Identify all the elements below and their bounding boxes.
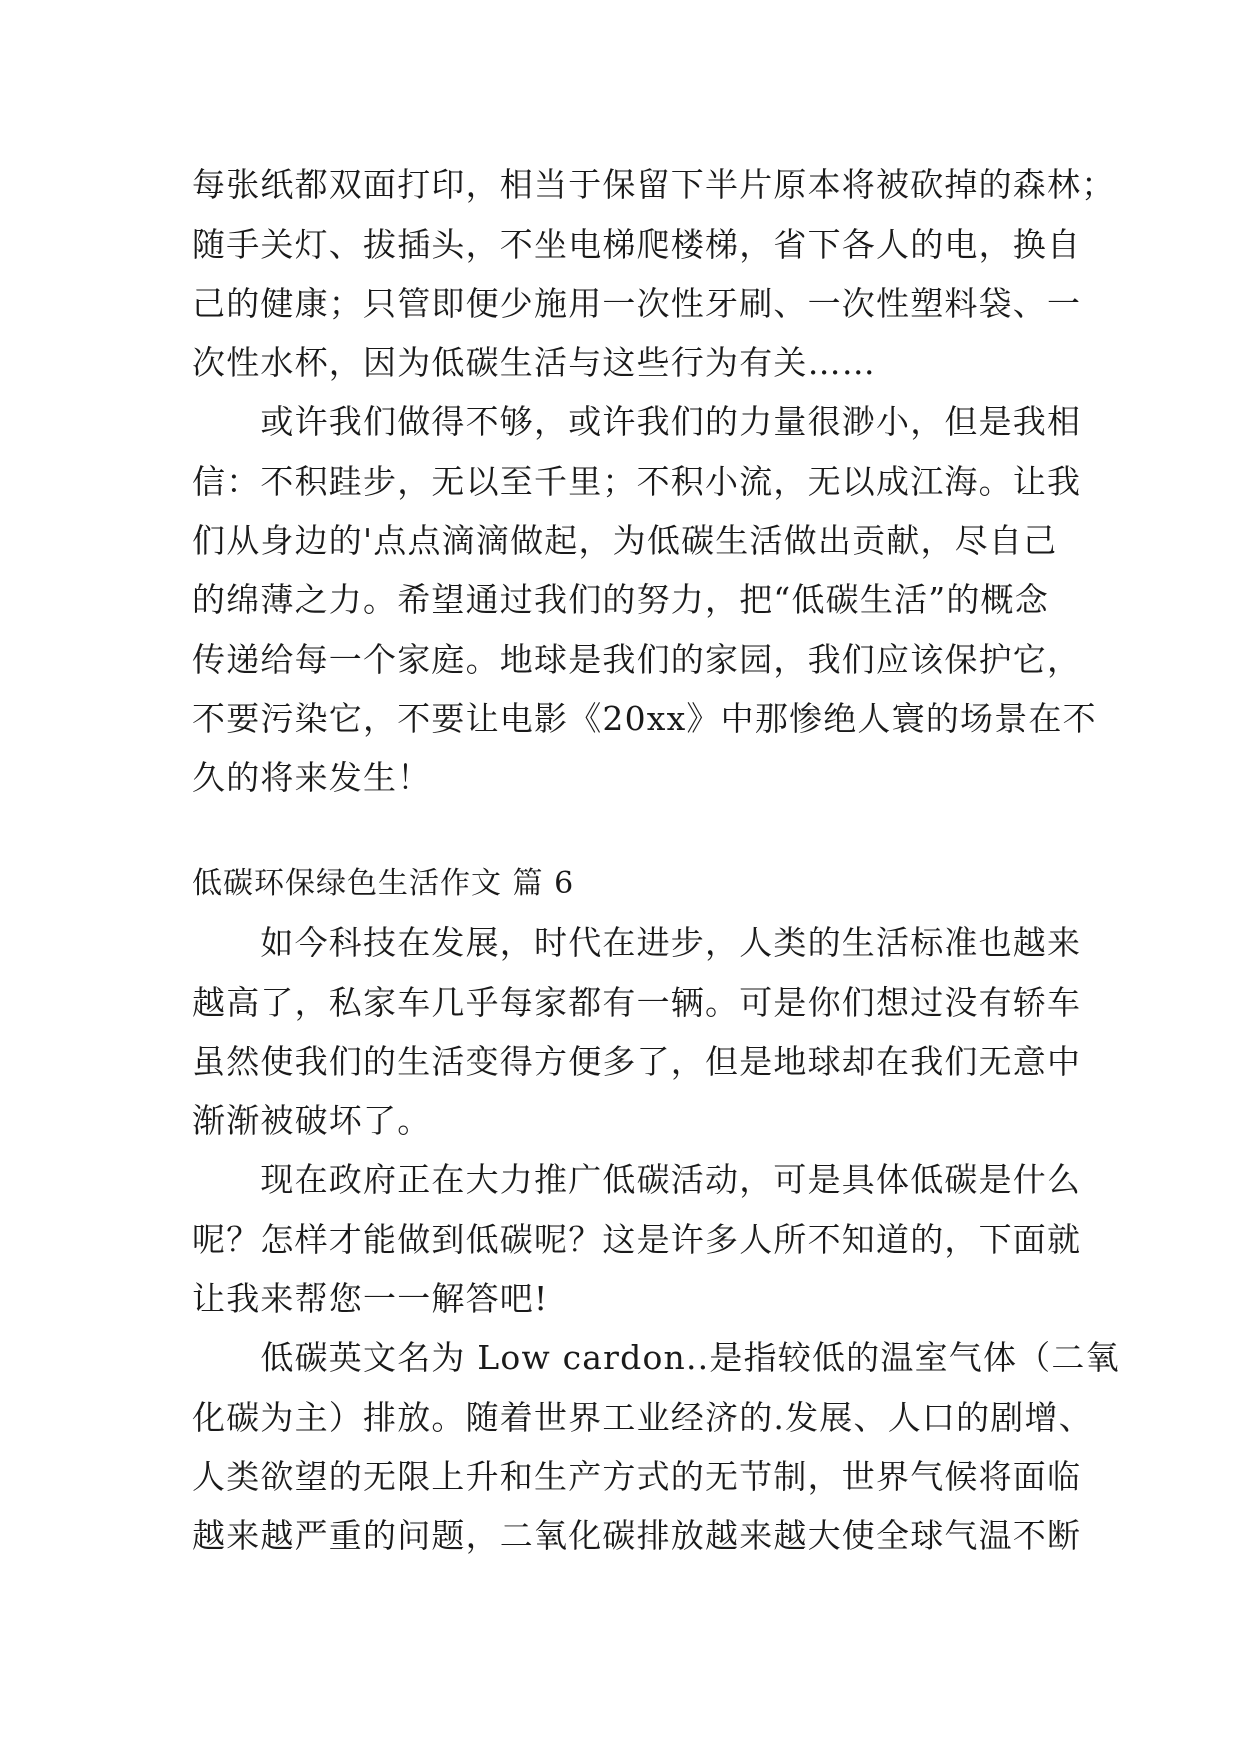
text-line: 现在政府正在大力推广低碳活动，可是具体低碳是什么 — [192, 1160, 1082, 1199]
text-line: 渐渐被破坏了。 — [192, 1101, 432, 1140]
text-line: 化碳为主）排放。随着世界工业经济的.发展、人口的剧增、 — [192, 1398, 1093, 1437]
text-line: 不要污染它，不要让电影《20xx》中那惨绝人寰的场景在不 — [192, 699, 1097, 738]
text-line: 们从身边的'点点滴滴做起，为低碳生活做出贡献，尽自己 — [192, 521, 1058, 560]
text-line: 次性水杯，因为低碳生活与这些行为有关…… — [192, 343, 876, 382]
text-line: 虽然使我们的生活变得方便多了，但是地球却在我们无意中 — [192, 1042, 1082, 1081]
text-line: 低碳英文名为 Low cardon..是指较低的温室气体（二氧 — [192, 1338, 1120, 1377]
text-line: 人类欲望的无限上升和生产方式的无节制，世界气候将面临 — [192, 1457, 1082, 1496]
text-line: 的绵薄之力。希望通过我们的努力，把“低碳生活”的概念 — [192, 580, 1049, 619]
text-line: 越来越严重的问题，二氧化碳排放越来越大使全球气温不断 — [192, 1516, 1082, 1555]
text-line: 每张纸都双面打印，相当于保留下半片原本将被砍掉的森林； — [192, 165, 1116, 204]
text-line: 或许我们做得不够，或许我们的力量很渺小，但是我相 — [192, 402, 1082, 441]
text-line: 越高了，私家车几乎每家都有一辆。可是你们想过没有轿车 — [192, 983, 1082, 1022]
text-line: 己的健康；只管即便少施用一次性牙刷、一次性塑料袋、一 — [192, 284, 1082, 323]
text-line: 随手关灯、拔插头，不坐电梯爬楼梯，省下各人的电，换自 — [192, 225, 1082, 264]
text-line: 呢？怎样才能做到低碳呢？这是许多人所不知道的，下面就 — [192, 1220, 1082, 1259]
text-line: 如今科技在发展，时代在进步，人类的生活标准也越来 — [192, 923, 1082, 962]
text-line: 久的将来发生！ — [192, 758, 432, 797]
text-line: 传递给每一个家庭。地球是我们的家园，我们应该保护它， — [192, 640, 1082, 679]
text-line: 信：不积跬步，无以至千里；不积小流，无以成江海。让我 — [192, 462, 1082, 501]
text-line: 让我来帮您一一解答吧! — [192, 1279, 549, 1318]
section-heading: 低碳环保绿色生活作文 篇 6 — [192, 866, 575, 901]
